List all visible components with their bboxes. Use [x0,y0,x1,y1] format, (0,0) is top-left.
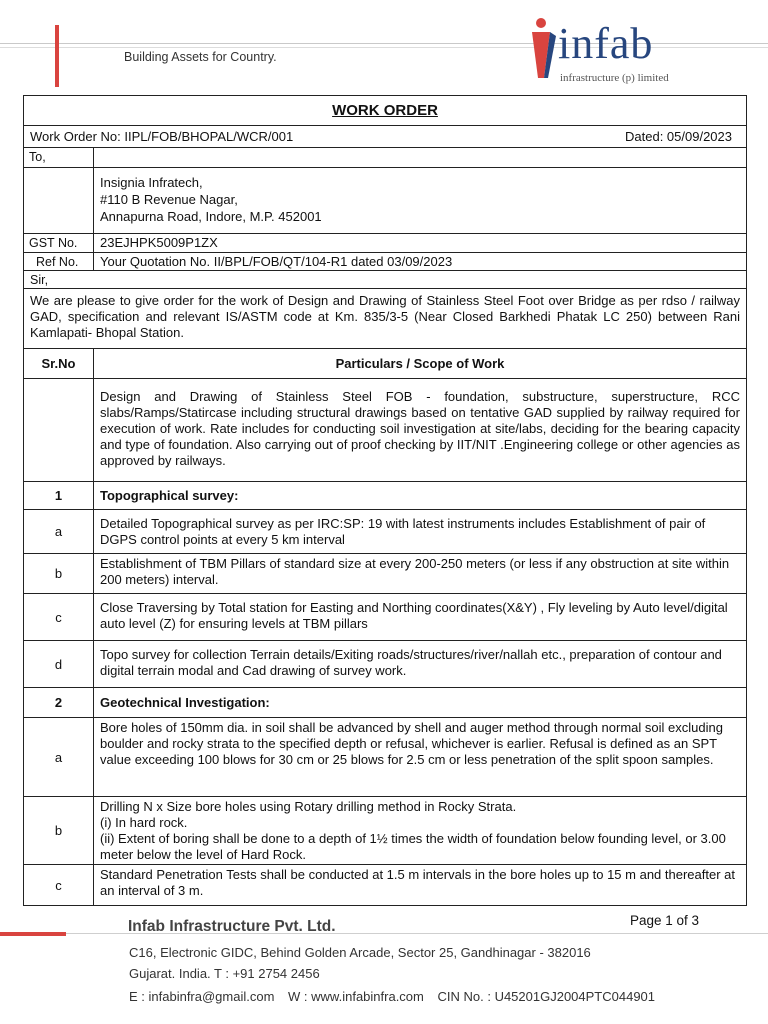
item-text: Standard Penetration Tests shall be conducted at 1.5 m intervals in the bore holes up to 15 m and thereafter at an interval of 3 m. [100,867,735,898]
ref-row [24,253,746,271]
section-title: Topographical survey: [100,488,239,503]
scope-row [24,379,746,482]
footer-contact-line [129,989,665,1004]
logo-mark-icon [526,16,556,80]
table-row [24,865,746,905]
letterhead-red-bar [55,25,59,87]
address-row [24,168,746,234]
gst-label: GST No. [24,234,94,252]
item-text [94,797,746,864]
to-blank [94,148,746,167]
table-row [24,718,746,797]
footer-address-line: Gujarat. India. T : +91 2754 2456 [129,966,320,981]
to-row [24,148,746,168]
ref-label: Ref No. [24,253,94,270]
item-line: Drilling N x Size bore holes using Rotary drilling method in Rocky Strata. [100,799,517,814]
section-row [24,482,746,510]
table-row [24,641,746,688]
scope-text: Design and Drawing of Stainless Steel FOB - foundation, substructure, superstructure, RCC slabs/Ramps/Statircase including structural drawings based on tentative GAD supplied by railway required for execution of work. Rate includes for conducting soil investigation at site/labs, deciding for the bearing capacity and type of foundation. Also carrying out of proof checking by IIT/NIT .Engineering college or other agencies as approved by railways. [100,389,740,468]
item-key: b [24,554,94,593]
address-line: #110 B Revenue Nagar, [100,192,238,207]
item-line: (ii) Extent of boring shall be done to a depth of 1½ times the width of foundation below founding level, or 3.00 meter below the level of Hard Rock. [100,831,726,862]
doc-title: WORK ORDER [24,96,746,126]
work-order-table [23,95,747,906]
table-row [24,797,746,865]
col-srno-header: Sr.No [24,349,94,378]
item-text: Bore holes of 150mm dia. in soil shall be advanced by shell and auger method through normal soil excluding boulder and rocky strata to the specified depth or refusal, whichever is earlier. Refusal is defined as an SPT value exceeding 100 blows for 30 cm or 25 blows for 2.5 cm or less penetration of the split spoon samples. [100,720,723,767]
work-order-number: Work Order No: IIPL/FOB/BHOPAL/WCR/001 [30,129,294,144]
to-label: To, [24,148,94,167]
letterhead-tagline: Building Assets for Country. [124,50,277,64]
table-row [24,594,746,641]
section-row [24,688,746,718]
item-key: c [24,865,94,905]
ref-value: Your Quotation No. II/BPL/FOB/QT/104-R1 dated 03/09/2023 [100,254,453,269]
intro-paragraph: We are please to give order for the work of Design and Drawing of Stainless Steel Foot over Bridge as per rdso / railway GAD, specification and relevant IS/ASTM code at Km. 835/3-5 (Near Closed Barkhedi Phatak LC 250) between Rani Kamlapati- Bhopal Station. [24,289,746,349]
col-particulars-header: Particulars / Scope of Work [335,356,505,371]
footer-red-bar [0,932,66,936]
footer-cin: CIN No. : U45201GJ2004PTC044901 [437,989,656,1004]
item-key: d [24,641,94,687]
address-blank [24,168,94,233]
item-line: (i) In hard rock. [100,815,188,830]
gst-row [24,234,746,253]
logo-subtitle: infrastructure (p) limited [560,72,669,84]
footer-company-name: Infab Infrastructure Pvt. Ltd. [128,918,336,935]
section-title: Geotechnical Investigation: [100,695,270,710]
salutation: Sir, [24,271,746,289]
table-row [24,510,746,554]
section-number: 2 [24,688,94,717]
address-line: Annapurna Road, Indore, M.P. 452001 [100,209,322,224]
address-line: Insignia Infratech, [100,175,203,190]
logo-wordmark: infab [558,19,654,68]
item-text: Close Traversing by Total station for Easting and Northing coordinates(X&Y) , Fly leveling by Auto level/digital auto level (Z) for ensuring levels at TBM pillars [100,600,728,631]
footer-email: E : infabinfra@gmail.com [129,989,275,1004]
item-key: a [24,718,94,796]
company-logo [526,14,696,90]
section-number: 1 [24,482,94,509]
item-key: a [24,510,94,553]
item-key: c [24,594,94,640]
scope-blank [24,379,94,481]
work-order-date: Dated: 05/09/2023 [625,129,732,144]
page-number: Page 1 of 3 [630,913,700,928]
gst-value: 23EJHPK5009P1ZX [100,235,218,250]
table-header-row [24,349,746,379]
table-row [24,554,746,594]
work-order-number-row [24,126,746,148]
item-text: Detailed Topographical survey as per IRC:SP: 19 with latest instruments includes Establishment of pair of DGPS control points at every 5 km interval [100,516,706,547]
item-text: Establishment of TBM Pillars of standard size at every 200-250 meters (or less if any obstruction at site within 200 meters) interval. [100,556,730,587]
recipient-address [94,168,746,233]
item-key: b [24,797,94,864]
footer-address-line: C16, Electronic GIDC, Behind Golden Arcade, Sector 25, Gandhinagar - 382016 [129,945,591,960]
footer-website: W : www.infabinfra.com [288,989,424,1004]
item-text: Topo survey for collection Terrain details/Exiting roads/structures/river/nallah etc., preparation of contour and digital terrain modal and Cad drawing of survey work. [100,647,722,678]
